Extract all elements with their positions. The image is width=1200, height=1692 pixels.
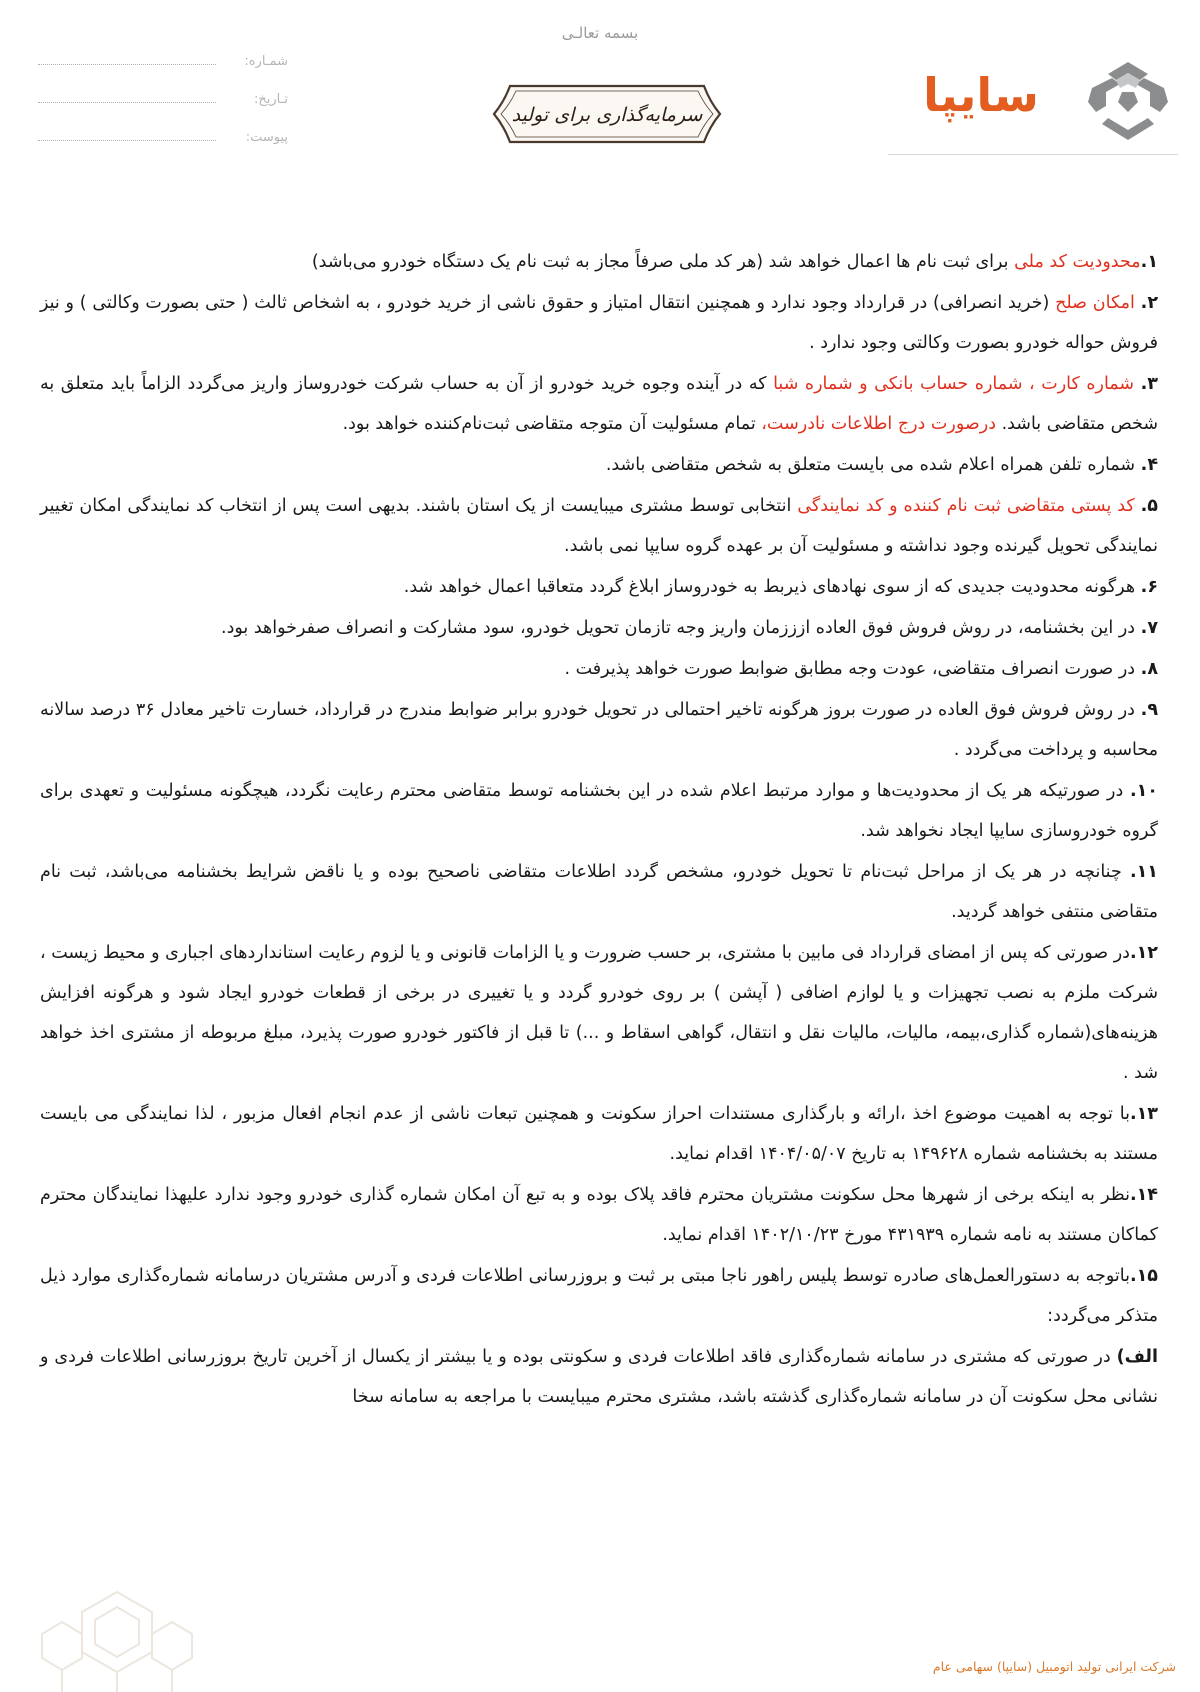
item-highlight: امکان صلح [1055, 293, 1135, 313]
document-meta [38, 48, 288, 162]
item-number: ۸. [1140, 659, 1158, 679]
list-item [40, 933, 1158, 1093]
list-item [40, 283, 1158, 363]
meta-attachment-row [38, 124, 288, 162]
item-text: انتخابی توسط مشتری میبایست از یک استان باشند. بدیهی است پس از انتخاب کد نمایندگی امکان تغییر نمایندگی تحویل گیرنده وجود نداشته و مسئولیت آن بر عهده گروه سایپا نمی باشد. [40, 496, 1158, 556]
list-item [40, 1337, 1158, 1417]
item-text: باتوجه به دستورالعمل‌های صادره توسط پلیس راهور ناجا مبتی بر ثبت و بروزرسانی اطلاعات فردی و آدرس مشتریان درسامانه شماره‌گذاری موارد ذیل متذکر می‌گردد: [40, 1266, 1158, 1326]
list-item [40, 1175, 1158, 1255]
item-number: ۱۰. [1129, 781, 1158, 801]
decorative-pattern-icon [22, 1582, 212, 1692]
item-text: هرگونه محدودیت جدیدی که از سوی نهادهای ذیربط به خودروساز ابلاغ گردد متعاقبا اعمال خواهد شد. [403, 577, 1136, 597]
meta-attachment-label: پیوست: [245, 130, 288, 145]
meta-number-line [38, 64, 216, 65]
list-item [40, 852, 1158, 932]
meta-number-label: شمـاره: [244, 54, 288, 69]
item-text: در این بخشنامه، در روش فروش فوق العاده ازززمان واریز وجه تازمان تحویل خودرو، سود مشارکت و انصراف صفرخواهد بود. [221, 618, 1136, 638]
item-text: برای ثبت نام ها اعمال خواهد شد (هر کد ملی صرفاً مجاز به ثبت نام یک دستگاه خودرو می‌باشد) [311, 252, 1015, 272]
item-number: ۴. [1140, 455, 1158, 475]
slogan-emblem [488, 78, 726, 150]
slogan-text: سرمایه‌گذاری برای تولید [511, 104, 703, 126]
item-text: (خرید انصرافی) در قرارداد وجود ندارد و همچنین انتقال امتیاز و حقوق ناشی از خرید خودرو ، به اشخاص ثالث ( حتی بصورت وکالتی ) و نیز فروش حواله خودرو بصورت وکالتی وجود ندارد . [40, 293, 1158, 353]
list-item [40, 1256, 1158, 1336]
item-number: ۱۱. [1129, 862, 1158, 882]
item-number: الف) [1116, 1347, 1158, 1367]
item-number: ۹. [1140, 700, 1158, 720]
list-item [40, 445, 1158, 485]
meta-attachment-line [38, 140, 216, 141]
item-highlight: شماره کارت ، شماره حساب بانکی و شماره شبا [773, 374, 1135, 394]
item-text: در صورتی که مشتری در سامانه شماره‌گذاری فاقد اطلاعات فردی و سکونتی بوده و یا بیشتر از یکسال از آخرین تاریخ بروزرسانی اطلاعات فردی و نشانی محل سکونت آن در سامانه شماره‌گذاری گذشته باشد، مشتری محترم میبایست با مراجعه به سامانه سخا [40, 1347, 1158, 1407]
list-item [40, 1094, 1158, 1174]
item-text: در صورتیکه هر یک از محدودیت‌ها و موارد مرتبط اعلام شده در این بخشنامه توسط متقاضی محترم رعایت نگردد، هیچگونه مسئولیت و تعهدی برای گروه خودروسازی سایپا ایجاد نخواهد شد. [40, 781, 1158, 841]
item-number: ۵. [1140, 496, 1158, 516]
item-number: ۱۴. [1129, 1185, 1158, 1205]
item-text: نظر به اینکه برخی از شهرها محل سکونت مشتریان محترم فاقد پلاک بوده و به تبع آن امکان شماره گذاری خودرو وجود ندارد علیهذا نمایندگان محترم کماکان مستند به نامه شماره ۴۳۱۹۳۹ مورخ ۱۴۰۲/۱۰/۲۳ اقدام نماید. [40, 1185, 1158, 1245]
item-highlight: درصورت درج اطلاعات نادرست، [761, 414, 996, 434]
list-item [40, 364, 1158, 444]
meta-date-line [38, 102, 216, 103]
list-item [40, 567, 1158, 607]
slogan-frame-icon [488, 78, 726, 150]
saipa-logo-icon [1078, 58, 1178, 144]
list-item [40, 486, 1158, 566]
item-number: ۶. [1140, 577, 1158, 597]
item-number: ۲. [1140, 293, 1158, 313]
item-text: با توجه به اهمیت موضوع اخذ ،ارائه و بارگذاری مستندات احراز سکونت و همچنین تبعات ناشی از عدم انجام افعال مزبور ، لذا نمایندگی می بایست مستند به بخشنامه شماره ۱۴۹۶۲۸ به تاریخ ۱۴۰۴/۰۵/۰۷ اقدام نماید. [40, 1104, 1158, 1164]
item-highlight: کد پستی متقاضی ثبت نام کننده و کد نمایندگی [797, 496, 1135, 516]
footer-company-name: شرکت ایرانی تولید اتومبیل (سایپا) سهامی عام [932, 1659, 1176, 1674]
list-item [40, 771, 1158, 851]
item-text: تمام مسئولیت آن متوجه متقاضی ثبت‌نام‌کننده خواهد بود. [342, 414, 762, 434]
item-text: شماره تلفن همراه اعلام شده می بایست متعلق به شخص متقاضی باشد. [605, 455, 1136, 475]
meta-date-row [38, 86, 288, 124]
header-divider [888, 154, 1178, 155]
list-item [40, 242, 1158, 282]
item-number: ۱۲. [1129, 943, 1158, 963]
item-highlight: محدودیت کد ملی [1014, 252, 1141, 272]
item-number: ۷. [1140, 618, 1158, 638]
item-number: ۱۳. [1129, 1104, 1158, 1124]
document-body [40, 242, 1158, 1418]
item-text: چنانچه در هر یک از مراحل ثبت‌نام تا تحویل خودرو، مشخص گردد اطلاعات متقاضی ناصحیح بوده و یا ناقض شرایط بخشنامه می‌باشد، ثبت نام متقاضی منتفی خواهد گردید. [40, 862, 1158, 922]
list-item [40, 608, 1158, 648]
header-invocation: بسمه تعالـی [561, 24, 639, 42]
list-item [40, 690, 1158, 770]
meta-date-label: تـاریخ: [253, 92, 288, 107]
item-number: ۱۵. [1129, 1266, 1158, 1286]
item-text: در روش فروش فوق العاده در صورت بروز هرگونه تاخیر احتمالی در تحویل خودرو برابر ضوابط مندرج در قرارداد، خسارت تاخیر معادل ۳۶ درصد سالانه محاسبه و پرداخت می‌گردد . [40, 700, 1158, 760]
meta-number-row [38, 48, 288, 86]
brand-block [896, 58, 1178, 144]
brand-name: سایپا [923, 68, 1039, 122]
list-item [40, 649, 1158, 689]
item-text: در صورتی که پس از امضای قرارداد فی مابین با مشتری، بر حسب ضرورت و یا الزامات قانونی و یا لزوم رعایت استانداردهای اجباری و محیط زیست ، شرکت ملزم به نصب تجهیزات و یا لوازم اضافی ( آپشن ) بر روی خودرو گردد و یا تغییری در برخی از قطعات خودرو ایجاد شود و هرگونه افزایش هزینه‌های(شماره گذاری،بیمه، مالیات، مالیات نقل و انتقال، گواهی اسقاط و ...) تا قبل از فاکتور خودرو صورت پذیرد، مبلغ مربوطه از مشتری اخذ خواهد شد . [40, 943, 1158, 1083]
item-number: ۳. [1140, 374, 1158, 394]
item-text: در صورت انصراف متقاضی، عودت وجه مطابق ضوابط صورت خواهد پذیرفت . [564, 659, 1136, 679]
item-text: که در آینده وجوه خرید خودرو از آن به حساب شرکت خودروساز واریز می‌گردد الزاماً باید متعلق به شخص متقاضی باشد. [40, 374, 1158, 434]
item-number: ۱. [1140, 252, 1158, 272]
